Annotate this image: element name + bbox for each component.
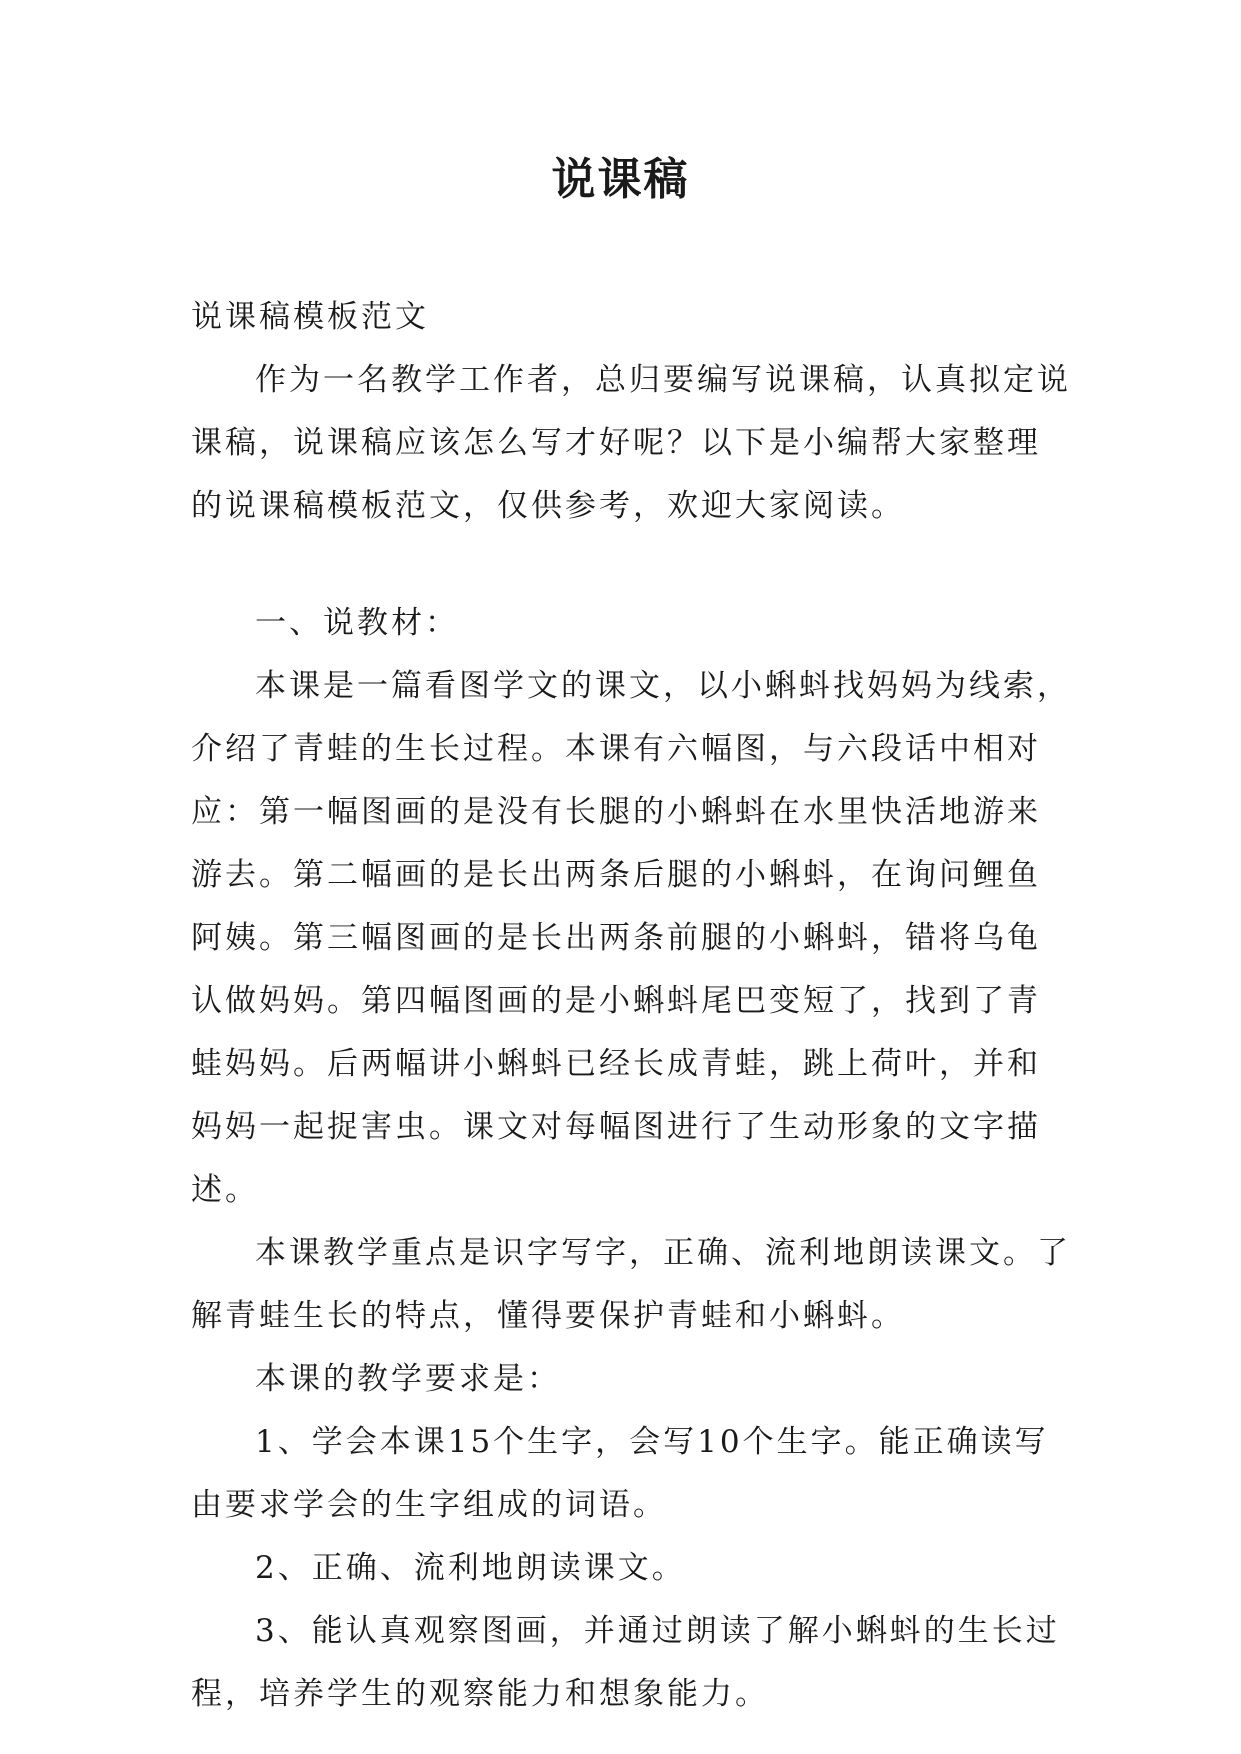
- section-heading: 一、说教材：: [255, 605, 459, 641]
- paragraph-gap: [191, 538, 1071, 592]
- intro-paragraph: 作为一名教学工作者，总归要编写说课稿，认真拟定说课稿，说课稿应该怎么写才好呢？以下是小编帮大家整理的说课稿模板范文，仅供参考，欢迎大家阅读。: [191, 362, 1071, 524]
- document-title: 说课稿: [551, 154, 690, 205]
- document-body: [191, 286, 1071, 1726]
- document-subtitle: 说课稿模板范文: [191, 299, 429, 335]
- body-paragraph-focus: 本课教学重点是识字写字，正确、流利地朗读课文。了解青蛙生长的特点，懂得要保护青蛙和小蝌蚪。: [191, 1235, 1071, 1334]
- body-paragraph-textbook: 本课是一篇看图学文的课文，以小蝌蚪找妈妈为线索，介绍了青蛙的生长过程。本课有六幅图，与六段话中相对应：第一幅图画的是没有长腿的小蝌蚪在水里快活地游来游去。第二幅画的是长出两条后腿的小蝌蚪，在询问鲤鱼阿姨。第三幅图画的是长出两条前腿的小蝌蚪，错将乌龟认做妈妈。第四幅图画的是小蝌蚪尾巴变短了，找到了青蛙妈妈。后两幅讲小蝌蚪已经长成青蛙，跳上荷叶，并和妈妈一起捉害虫。课文对每幅图进行了生动形象的文字描述。: [191, 668, 1071, 1208]
- requirement-item-2: 2、正确、流利地朗读课文。: [255, 1550, 686, 1586]
- body-paragraph-requirements: 本课的教学要求是：: [255, 1361, 561, 1397]
- requirement-item-1: 1、学会本课15个生字，会写10个生字。能正确读写由要求学会的生字组成的词语。: [191, 1424, 1049, 1523]
- requirement-item-3: 3、能认真观察图画，并通过朗读了解小蝌蚪的生长过程，培养学生的观察能力和想象能力。: [191, 1613, 1060, 1712]
